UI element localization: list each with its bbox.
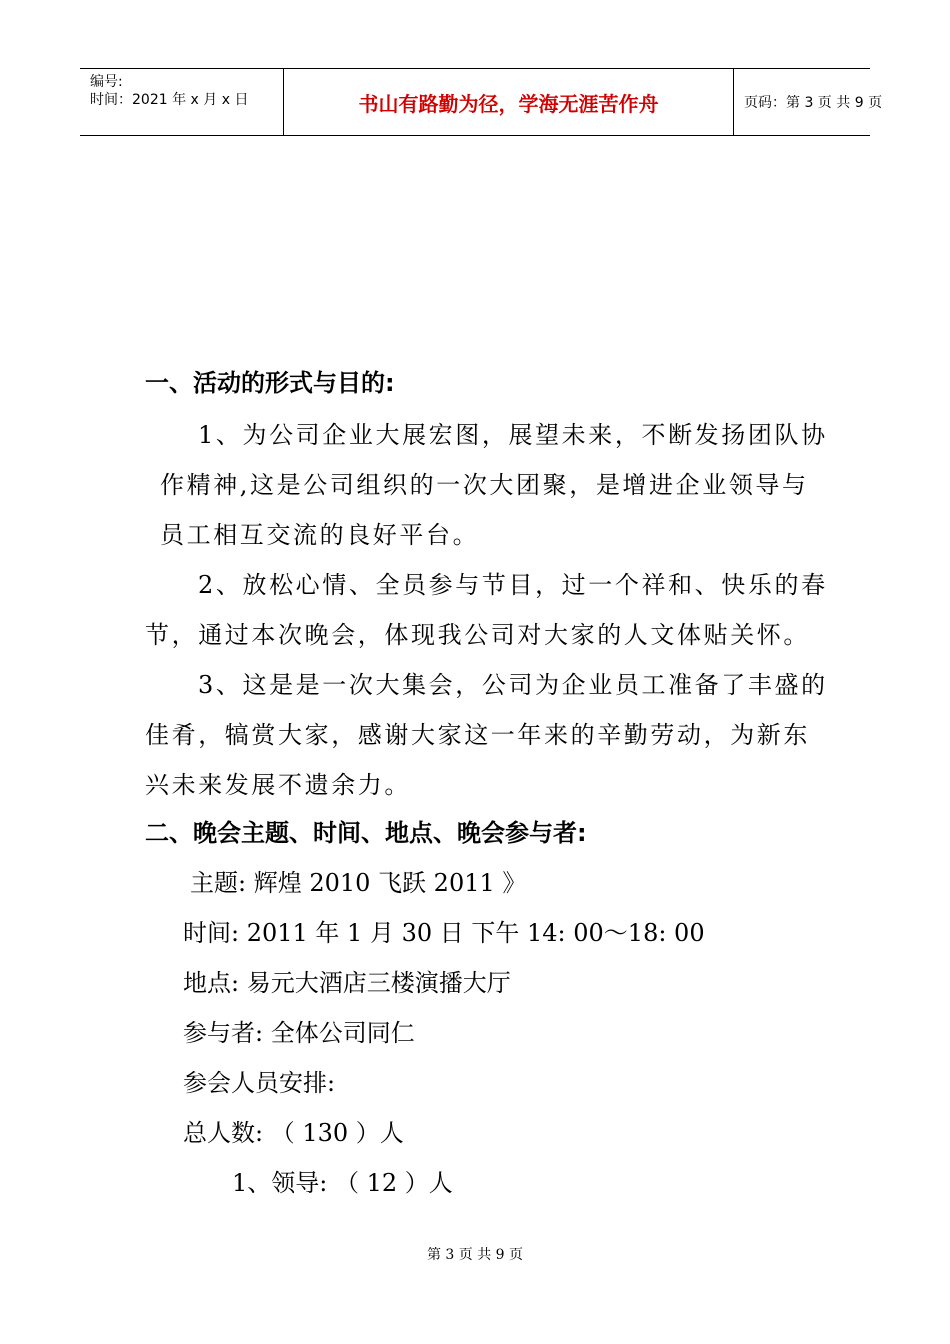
event-participants: 参与者: 全体公司同仁: [183, 1019, 415, 1047]
event-theme: 主题: 辉煌 2010 飞跃 2011 》: [190, 869, 527, 897]
header-motto-cell: [283, 69, 734, 135]
paragraph-3-line-1: 3、这是是一次大集会，公司为企业员工准备了丰盛的: [198, 671, 828, 699]
header-page-label: 页码：第 3 页 共 9 页: [744, 95, 883, 111]
paragraph-1-line-3: 员工相互交流的良好平台。: [160, 521, 480, 549]
paragraph-3-line-2: 佳肴，犒赏大家，感谢大家这一年来的辛勤劳动，为新东: [145, 721, 810, 749]
header-motto: 书山有路勤为径，学海无涯苦作舟: [358, 92, 659, 116]
header-page-cell: [734, 69, 883, 135]
event-place: 地点: 易元大酒店三楼演播大厅: [183, 969, 511, 997]
paragraph-3-line-3: 兴未来发展不遗余力。: [145, 771, 411, 799]
document-number-label: 编号:: [90, 74, 123, 90]
paragraph-2-line-2: 节，通过本次晚会，体现我公司对大家的人文体贴关怀。: [145, 621, 810, 649]
event-time: 时间: 2011 年 1 月 30 日 下午 14: 00～18: 00: [183, 919, 705, 947]
attendee-total: 总人数: （ 130 ）人: [183, 1119, 404, 1147]
paragraph-1-line-1: 1、为公司企业大展宏图，展望未来，不断发扬团队协: [198, 421, 828, 449]
header-meta-cell: [80, 69, 283, 135]
section-2-title: 二、晚会主题、时间、地点、晚会参与者:: [145, 819, 587, 847]
page-footer: 第 3 页 共 9 页: [426, 1247, 524, 1263]
section-1-title: 一、活动的形式与目的:: [145, 369, 395, 397]
document-header: [80, 68, 883, 136]
paragraph-2-line-1: 2、放松心情、全员参与节目，过一个祥和、快乐的春: [198, 571, 828, 599]
attendee-leaders: 1、领导: （ 12 ）人: [232, 1169, 453, 1197]
attendee-arrangement-label: 参会人员安排:: [183, 1069, 336, 1097]
document-date-label: 时间：2021 年 x 月 x 日: [90, 92, 249, 108]
paragraph-1-line-2: 作精神,这是公司组织的一次大团聚，是增进企业领导与: [160, 471, 809, 499]
